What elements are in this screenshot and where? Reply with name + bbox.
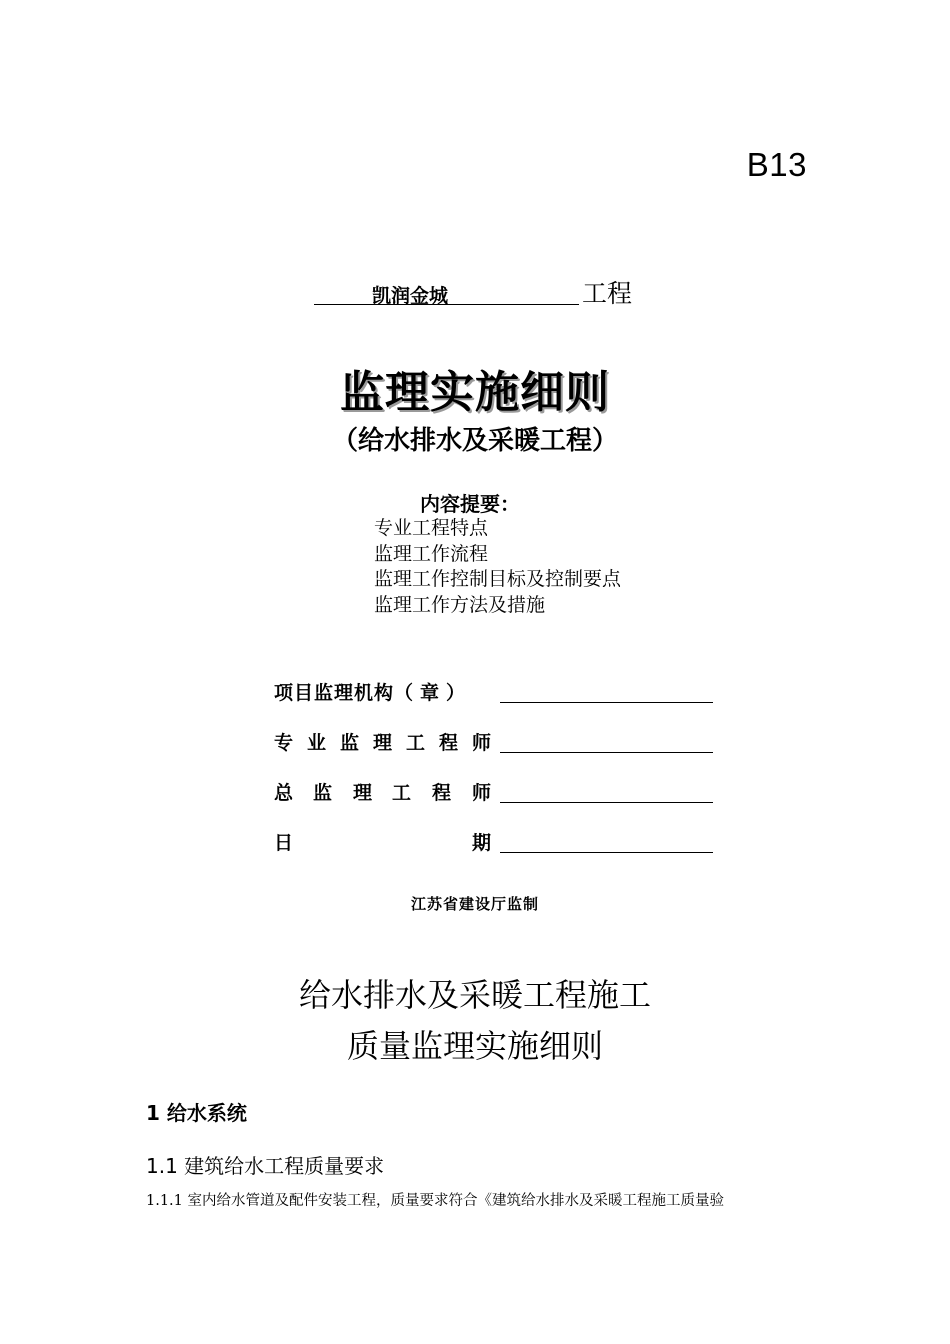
project-name: 凯润金城 [372, 285, 449, 307]
label-char: 师 [472, 732, 492, 754]
label-char: 业 [307, 732, 327, 754]
label-char: （ [394, 682, 414, 704]
label-char: 程 [432, 782, 452, 804]
signature-blank-line[interactable] [500, 852, 713, 853]
signature-blank-line[interactable] [500, 802, 713, 803]
label-char: 工 [406, 732, 426, 754]
sub-title: （给水排水及采暖工程） [331, 426, 618, 456]
label-char: 章 [420, 682, 440, 704]
summary-item: 监理工作流程 [374, 543, 489, 565]
label-char: 监 [314, 682, 334, 704]
label-char: 监 [313, 782, 333, 804]
document-title-line-1: 给水排水及采暖工程施工 [298, 976, 651, 1014]
label-char: 程 [439, 732, 459, 754]
section-heading-1-1: 1.1 建筑给水工程质量要求 [146, 1154, 385, 1178]
section-heading-1: 1 给水系统 [146, 1101, 247, 1125]
label-char: ） [446, 682, 466, 704]
summary-item: 监理工作控制目标及控制要点 [374, 568, 622, 590]
signature-blank-line[interactable] [500, 752, 713, 753]
label-char: 期 [472, 832, 492, 854]
summary-item: 监理工作方法及措施 [374, 594, 546, 616]
label-char: 总 [274, 782, 294, 804]
label-char: 目 [294, 682, 314, 704]
label-char: 机 [354, 682, 374, 704]
project-suffix: 工程 [582, 279, 633, 308]
label-char: 理 [334, 682, 354, 704]
label-char: 构 [374, 682, 394, 704]
label-char: 理 [373, 732, 393, 754]
signature-blank-line[interactable] [500, 702, 713, 703]
label-char: 工 [392, 782, 412, 804]
label-char: 日 [274, 832, 294, 854]
label-char: 监 [340, 732, 360, 754]
summary-heading: 内容提要： [420, 492, 520, 516]
issuer-note: 江苏省建设厅监制 [410, 895, 539, 913]
label-char: 项 [274, 682, 294, 704]
label-char: 师 [472, 782, 492, 804]
main-title: 监理实施细则 [340, 367, 610, 418]
signature-row-supervision-agency [274, 678, 714, 708]
label-char: 理 [353, 782, 373, 804]
paragraph-1-1-1: 1.1.1 室内给水管道及配件安装工程，质量要求符合《建筑给水排水及采暖工程施工质量验 [146, 1193, 724, 1209]
document-code: B13 [746, 146, 807, 183]
label-char: 专 [274, 732, 294, 754]
summary-item: 专业工程特点 [374, 517, 489, 539]
document-title-line-2: 质量监理实施细则 [346, 1027, 603, 1065]
signature-row-chief-engineer [274, 778, 714, 808]
signature-row-date [274, 828, 714, 858]
signature-row-specialist-engineer [274, 728, 714, 758]
